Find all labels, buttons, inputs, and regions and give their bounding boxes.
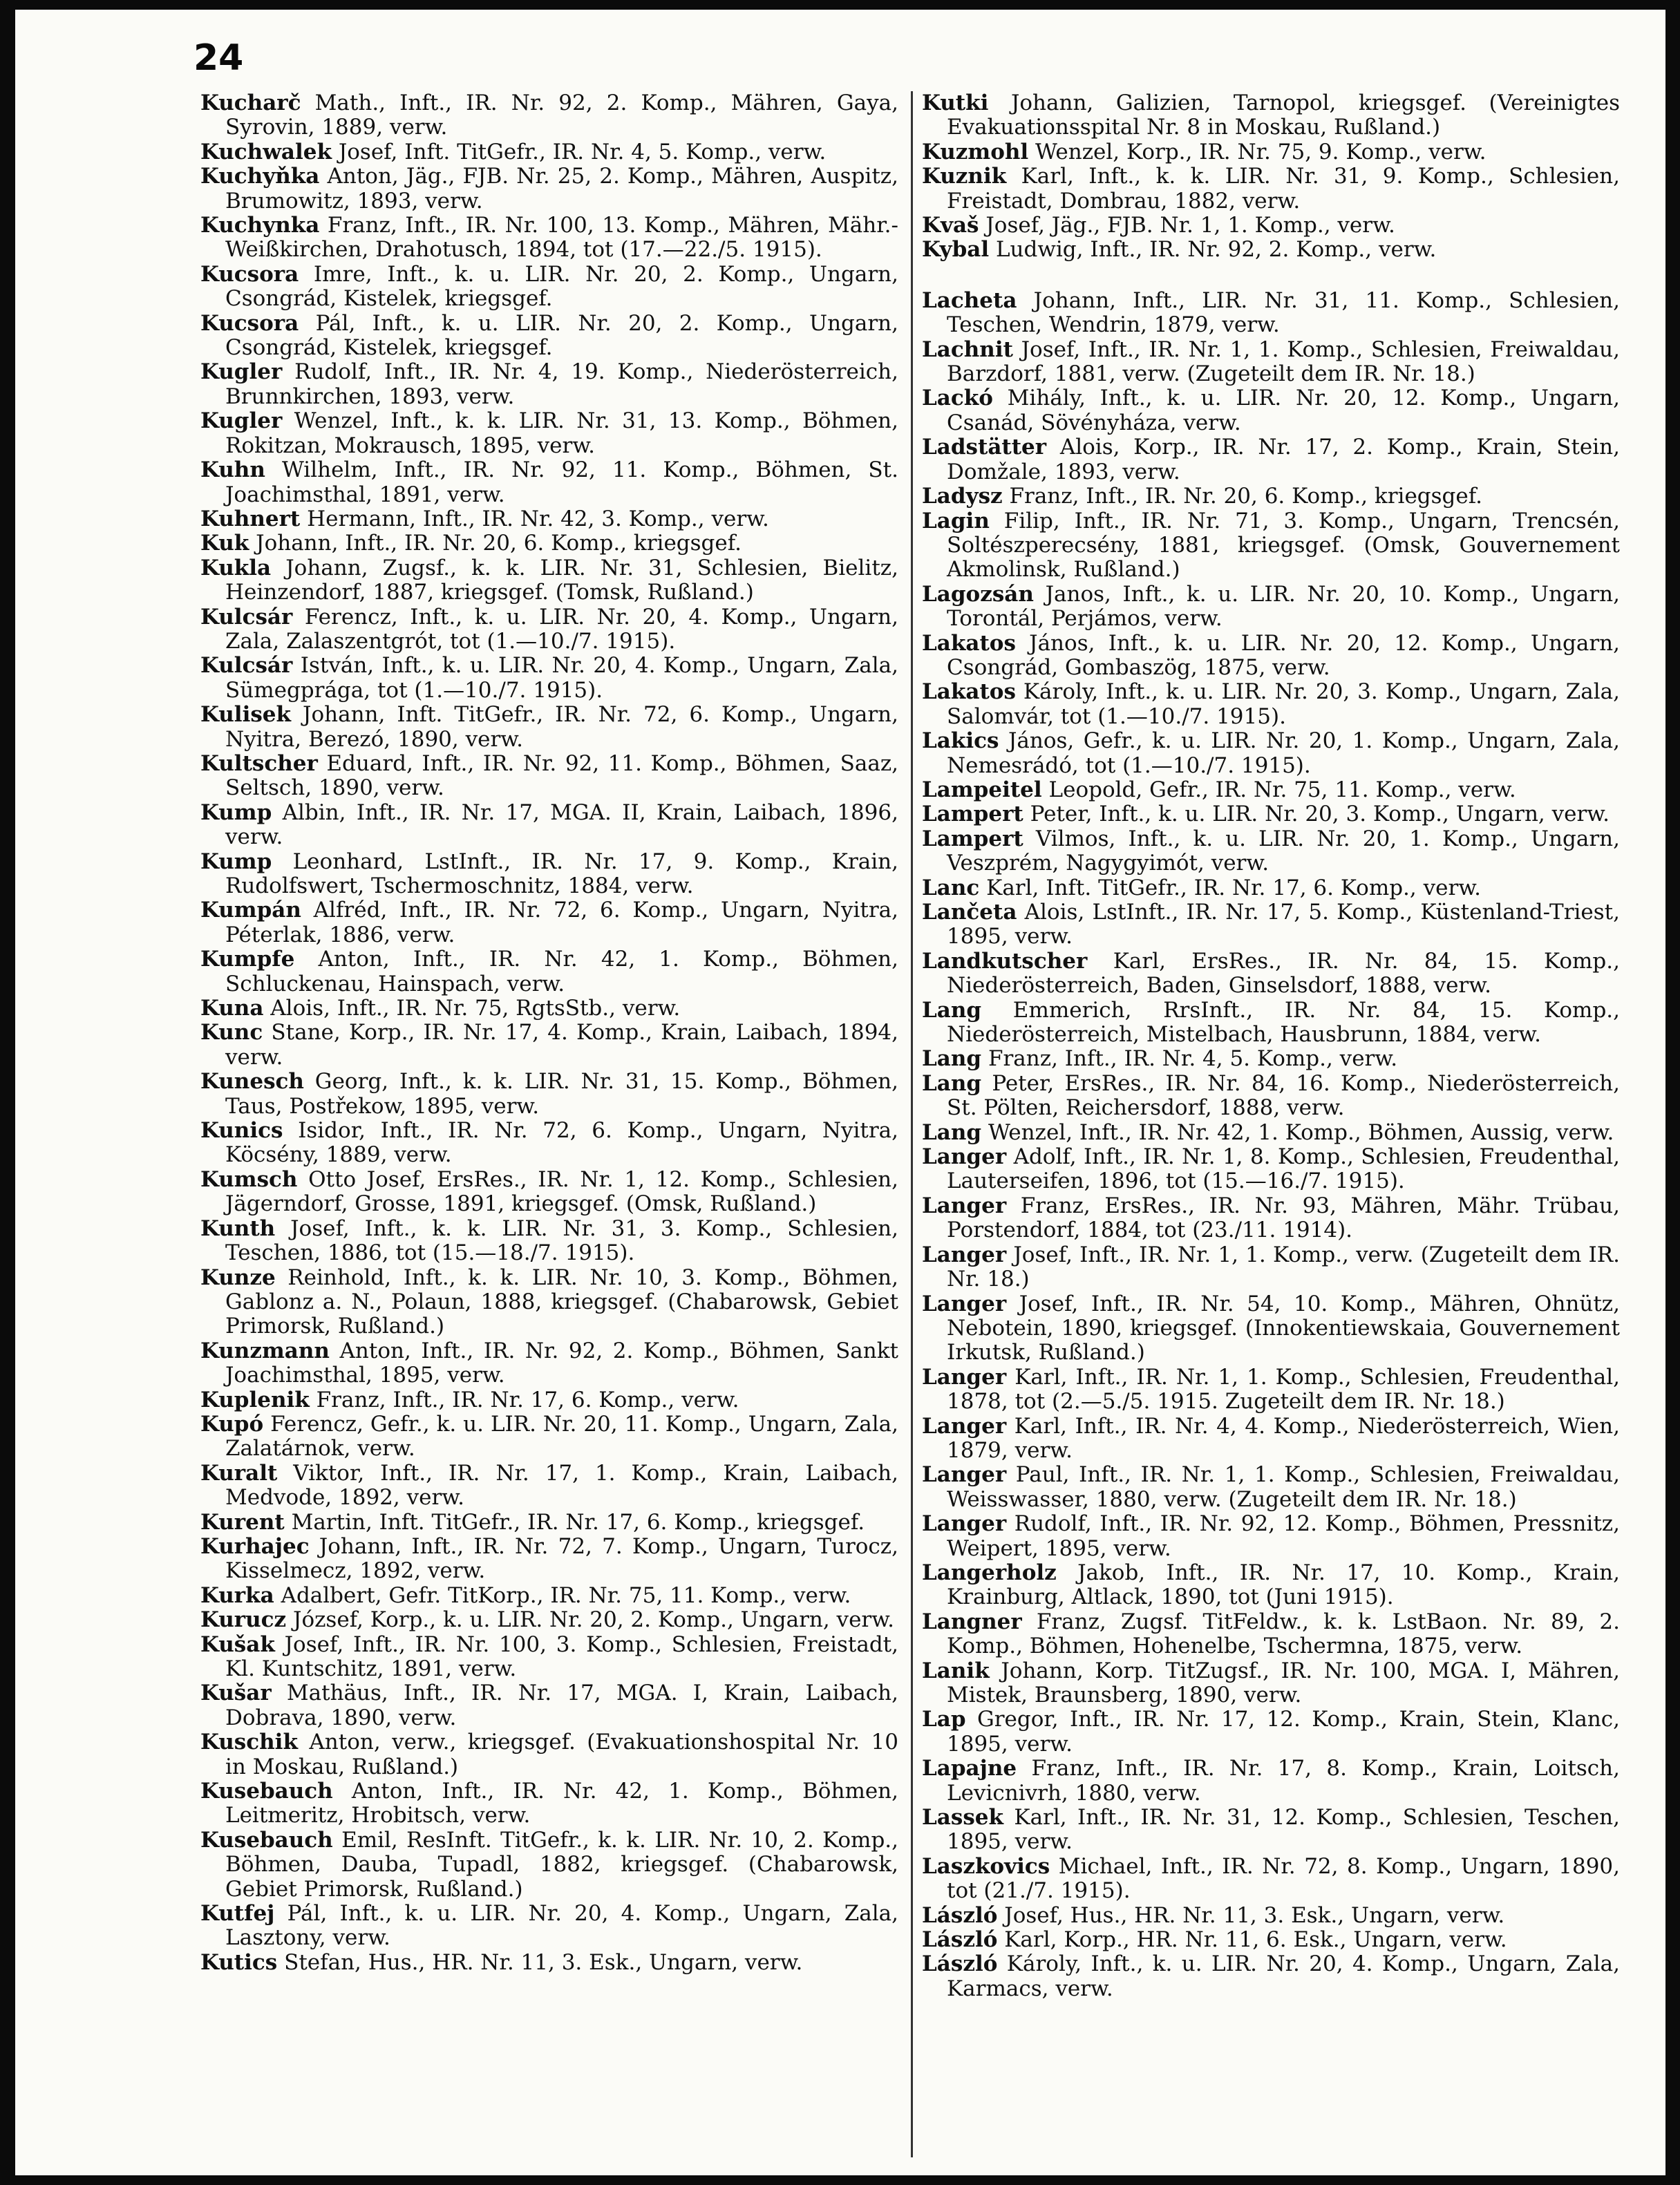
- register-entry: [200, 409, 898, 458]
- register-entry: [922, 91, 1620, 140]
- entry-details: János, Gefr., k. u. LIR. Nr. 20, 1. Komp., Ungarn, Zala, Nemesrádó, tot (1.—10./7. 1915).: [947, 728, 1620, 778]
- register-entry: [200, 1779, 898, 1828]
- entry-details: Otto Josef, ErsRes., IR. Nr. 1, 12. Komp., Schlesien, Jägerndorf, Grosse, 1891, kriegsgef. (Omsk, Rußland.): [225, 1166, 898, 1217]
- entry-details: Ferencz, Gefr., k. u. LIR. Nr. 20, 11. Komp., Ungarn, Zala, Zalatárnok, verw.: [225, 1411, 898, 1462]
- register-entry: [200, 1633, 898, 1682]
- entry-details: Jakob, Inft., IR. Nr. 17, 10. Komp., Krain, Krainburg, Altlack, 1890, tot (Juni 1915).: [947, 1560, 1620, 1610]
- entry-details: Johann, Inft., IR. Nr. 20, 6. Komp., kriegsgef.: [249, 531, 742, 556]
- entry-surname: Langer: [922, 1291, 1007, 1316]
- entry-details: Johann, Inft. TitGefr., IR. Nr. 72, 6. Komp., Ungarn, Nyitra, Berezó, 1890, verw.: [225, 702, 898, 752]
- register-entry: [922, 1806, 1620, 1855]
- register-entry: [200, 1168, 898, 1217]
- entry-surname: Kuplenik: [200, 1387, 310, 1412]
- entry-details: Johann, Galizien, Tarnopol, kriegsgef. (Vereinigtes Evakuationsspital Nr. 8 in Moskau, Rußland.): [947, 91, 1620, 140]
- entry-surname: Langer: [922, 1144, 1007, 1170]
- register-entry: [922, 778, 1620, 802]
- entry-surname: Lakatos: [922, 679, 1016, 705]
- entry-surname: Kuchyňka: [200, 164, 320, 189]
- entry-surname: Kuchwalek: [200, 139, 332, 164]
- entry-surname: Landkutscher: [922, 948, 1088, 974]
- entry-details: Wenzel, Inft., IR. Nr. 42, 1. Komp., Böhmen, Aussig, verw.: [981, 1119, 1614, 1145]
- entry-surname: Kucsora: [200, 310, 299, 336]
- register-entry: [922, 1415, 1620, 1464]
- entry-surname: Langer: [922, 1511, 1007, 1537]
- entry-surname: Kunics: [200, 1118, 283, 1144]
- entry-surname: Kultscher: [200, 750, 318, 776]
- entry-details: Emil, ResInft. TitGefr., k. k. LIR. Nr. 10, 2. Komp., Böhmen, Dauba, Tupadl, 1882, kriegsgef. (Chabarowsk, Gebiet Primorsk, Rußland.): [225, 1827, 898, 1902]
- entry-details: Janos, Inft., k. u. LIR. Nr. 20, 10. Komp., Ungarn, Torontál, Perjámos, verw.: [947, 581, 1620, 632]
- register-entry: [200, 507, 898, 531]
- entry-surname: Lampert: [922, 802, 1023, 827]
- page-number: 24: [194, 37, 244, 79]
- register-entry: [922, 1463, 1620, 1512]
- register-entry: [922, 900, 1620, 949]
- register-entry: [200, 1339, 898, 1388]
- entry-surname: Kusebauch: [200, 1827, 333, 1853]
- entry-surname: Langer: [922, 1364, 1007, 1390]
- entry-details: Eduard, Inft., IR. Nr. 92, 11. Komp., Böhmen, Saaz, Seltsch, 1890, verw.: [225, 750, 898, 801]
- register-entry: [200, 263, 898, 312]
- entry-surname: Kucsora: [200, 261, 299, 287]
- register-entry: [200, 531, 898, 556]
- register-entry: [922, 876, 1620, 900]
- entry-details: Johann, Inft., LIR. Nr. 31, 11. Komp., Schlesien, Teschen, Wendrin, 1879, verw.: [947, 287, 1620, 338]
- entry-surname: Kump: [200, 849, 272, 874]
- register-entry: [922, 484, 1620, 509]
- register-entry: [922, 289, 1620, 338]
- entry-surname: Kuralt: [200, 1460, 278, 1486]
- register-entry: [922, 238, 1620, 262]
- entry-surname: Lackó: [922, 386, 993, 411]
- entry-surname: Lang: [922, 1046, 982, 1072]
- entry-details: Anton, Inft., IR. Nr. 42, 1. Komp., Böhmen, Leitmeritz, Hrobitsch, verw.: [225, 1779, 898, 1828]
- entry-surname: Kuzmohl: [922, 139, 1029, 164]
- register-entry: [200, 214, 898, 263]
- entry-surname: Kugler: [200, 359, 283, 385]
- entry-surname: László: [922, 1951, 998, 1977]
- entry-surname: Kulisek: [200, 702, 292, 728]
- entry-surname: Kuschik: [200, 1730, 298, 1755]
- entry-details: Karl, Inft. TitGefr., IR. Nr. 17, 6. Komp., verw.: [979, 875, 1482, 900]
- entry-details: József, Korp., k. u. LIR. Nr. 20, 2. Komp., Ungarn, verw.: [286, 1607, 894, 1633]
- register-entry: [200, 801, 898, 850]
- register-entry: [922, 1952, 1620, 2001]
- entry-surname: Kumsch: [200, 1166, 298, 1192]
- entry-details: István, Inft., k. u. LIR. Nr. 20, 4. Komp., Ungarn, Zala, Sümegprága, tot (1.—10./7. 1915).: [225, 653, 898, 703]
- entry-details: Alois, Korp., IR. Nr. 17, 2. Komp., Krain, Stein, Domžale, 1893, verw.: [947, 435, 1620, 484]
- entry-details: Karl, Korp., HR. Nr. 11, 6. Esk., Ungarn, verw.: [997, 1927, 1507, 1953]
- register-entry: [922, 1904, 1620, 1928]
- entry-details: Anton, Inft., IR. Nr. 42, 1. Komp., Böhmen, Schluckenau, Hainspach, verw.: [225, 947, 898, 996]
- entry-surname: Kucharč: [200, 91, 301, 115]
- entry-surname: Kugler: [200, 408, 283, 434]
- entry-surname: Kutfej: [200, 1901, 275, 1927]
- entry-details: Josef, Inft., IR. Nr. 100, 3. Komp., Schlesien, Freistadt, Kl. Kuntschitz, 1891, verw.: [225, 1631, 898, 1681]
- entry-surname: Kuhn: [200, 457, 265, 483]
- entry-surname: Kutki: [922, 91, 989, 115]
- page: [15, 10, 1665, 2175]
- entry-details: Johann, Korp. TitZugsf., IR. Nr. 100, MGA. I, Mähren, Mistek, Braunsberg, 1890, verw.: [947, 1658, 1620, 1708]
- entry-details: Ludwig, Inft., IR. Nr. 92, 2. Komp., verw.: [989, 237, 1437, 263]
- entry-surname: Lang: [922, 997, 982, 1023]
- entry-details: Stefan, Hus., HR. Nr. 11, 3. Esk., Ungarn, verw.: [277, 1949, 803, 1975]
- register-entry: [200, 1535, 898, 1584]
- entry-details: Adolf, Inft., IR. Nr. 1, 8. Komp., Schlesien, Freudenthal, Lauterseifen, 1896, tot (15.—16./7. 1915).: [947, 1144, 1620, 1194]
- entry-details: Josef, Inft., k. k. LIR. Nr. 31, 3. Komp., Schlesien, Teschen, 1886, tot (15.—18./7. 1915).: [225, 1216, 898, 1266]
- register-entry: [200, 996, 898, 1021]
- entry-surname: Kuhnert: [200, 506, 301, 531]
- register-entry: [200, 1119, 898, 1168]
- register-entry: [922, 1121, 1620, 1145]
- register-entry: [922, 802, 1620, 826]
- register-entry: [200, 947, 898, 996]
- entry-surname: Kurhajec: [200, 1533, 310, 1559]
- register-entry: [922, 1072, 1620, 1121]
- register-entry: [200, 164, 898, 214]
- register-entry: [200, 752, 898, 801]
- entry-details: Franz, Inft., IR. Nr. 4, 5. Komp., verw.: [981, 1046, 1398, 1072]
- entry-surname: Lampert: [922, 826, 1023, 851]
- entry-surname: László: [922, 1927, 998, 1953]
- entry-surname: Kušak: [200, 1631, 275, 1657]
- entry-surname: Kulcsár: [200, 653, 293, 679]
- entry-surname: Lanik: [922, 1658, 990, 1683]
- entry-surname: Kuchynka: [200, 213, 320, 238]
- entry-details: Anton, Jäg., FJB. Nr. 25, 2. Komp., Mähren, Auspitz, Brumowitz, 1893, verw.: [225, 164, 898, 214]
- entry-details: Rudolf, Inft., IR. Nr. 92, 12. Komp., Böhmen, Pressnitz, Weipert, 1895, verw.: [947, 1511, 1620, 1561]
- entry-surname: Lagin: [922, 508, 990, 533]
- entry-surname: Langer: [922, 1193, 1007, 1218]
- entry-details: Karl, ErsRes., IR. Nr. 84, 15. Komp., Niederösterreich, Baden, Ginselsdorf, 1888, verw.: [947, 948, 1620, 999]
- entry-details: Josef, Inft. TitGefr., IR. Nr. 4, 5. Komp., verw.: [331, 139, 827, 164]
- register-entry: [200, 605, 898, 654]
- register-entry: [922, 583, 1620, 632]
- entry-details: Vilmos, Inft., k. u. LIR. Nr. 20, 1. Komp., Ungarn, Veszprém, Nagygyimót, verw.: [947, 826, 1620, 876]
- register-entry: [922, 680, 1620, 729]
- entry-surname: Ladysz: [922, 484, 1003, 509]
- entry-details: Josef, Inft., IR. Nr. 1, 1. Komp., Schlesien, Freiwaldau, Barzdorf, 1881, verw. (Zugeteilt dem IR. Nr. 18.): [947, 337, 1620, 387]
- entry-surname: Kunth: [200, 1216, 276, 1241]
- register-entry: [200, 898, 898, 947]
- entry-details: Wenzel, Inft., k. k. LIR. Nr. 31, 13. Komp., Böhmen, Rokitzan, Mokrausch, 1895, verw.: [225, 408, 898, 458]
- entry-details: Wilhelm, Inft., IR. Nr. 92, 11. Komp., Böhmen, St. Joachimsthal, 1891, verw.: [225, 457, 898, 507]
- register-entry: [200, 1266, 898, 1339]
- column-divider: [911, 91, 913, 2157]
- register-entry: [200, 1511, 898, 1535]
- register-entry: [200, 1021, 898, 1070]
- entry-details: Filip, Inft., IR. Nr. 71, 3. Komp., Ungarn, Trencsén, Soltészperecsény, 1881, kriegsgef. (Omsk, Gouvernement Akmolinsk, Rußland.): [947, 508, 1620, 583]
- entry-surname: Kurucz: [200, 1607, 287, 1633]
- entry-details: Karl, Inft., IR. Nr. 1, 1. Komp., Schlesien, Freudenthal, 1878, tot (2.—5./5. 1915. Zugeteilt dem IR. Nr. 18.): [947, 1364, 1620, 1415]
- entry-surname: Lachnit: [922, 337, 1013, 362]
- entry-details: Mihály, Inft., k. u. LIR. Nr. 20, 12. Komp., Ungarn, Csanád, Sövényháza, verw.: [947, 386, 1620, 435]
- entry-details: Johann, Inft., IR. Nr. 72, 7. Komp., Ungarn, Turocz, Kisselmecz, 1892, verw.: [225, 1533, 898, 1584]
- entry-details: Martin, Inft. TitGefr., IR. Nr. 17, 6. Komp., kriegsgef.: [284, 1509, 865, 1535]
- register-entry: [922, 1855, 1620, 1904]
- entry-details: Josef, Inft., IR. Nr. 1, 1. Komp., verw. (Zugeteilt dem IR. Nr. 18.): [947, 1242, 1620, 1292]
- register-entry: [922, 338, 1620, 387]
- entry-surname: Kusebauch: [200, 1779, 333, 1804]
- left-column: [200, 91, 898, 1975]
- entry-surname: Langerholz: [922, 1560, 1057, 1585]
- register-entry: [922, 140, 1620, 164]
- entry-details: Franz, Inft., IR. Nr. 20, 6. Komp., kriegsgef.: [1002, 484, 1482, 509]
- register-entry: [922, 1928, 1620, 1952]
- register-entry: [200, 703, 898, 752]
- entry-surname: Kurent: [200, 1509, 285, 1535]
- entry-surname: Lang: [922, 1070, 982, 1096]
- right-column: [922, 91, 1620, 2001]
- register-entry: [922, 827, 1620, 876]
- entry-surname: Lang: [922, 1119, 982, 1145]
- entry-surname: Kybal: [922, 237, 990, 263]
- entry-details: Franz, Inft., IR. Nr. 100, 13. Komp., Mähren, Mähr.-Weißkirchen, Drahotusch, 1894, tot (17.—22./5. 1915).: [225, 213, 898, 263]
- register-entry: [200, 654, 898, 703]
- register-entry: [922, 435, 1620, 484]
- register-entry: [922, 1512, 1620, 1561]
- entry-details: Anton, verw., kriegsgef. (Evakuationshospital Nr. 10 in Moskau, Rußland.): [225, 1730, 898, 1779]
- entry-surname: Lanc: [922, 875, 980, 900]
- entry-details: Johann, Zugsf., k. k. LIR. Nr. 31, Schlesien, Bielitz, Heinzendorf, 1887, kriegsgef. (Tomsk, Rußland.): [225, 555, 898, 605]
- entry-surname: Laszkovics: [922, 1853, 1050, 1879]
- entry-details: Franz, Zugsf. TitFeldw., k. k. LstBaon. Nr. 89, 2. Komp., Böhmen, Hohenelbe, Tschermna, 1875, verw.: [947, 1609, 1620, 1659]
- register-entry: [200, 1951, 898, 1975]
- entry-surname: Ladstätter: [922, 435, 1047, 460]
- entry-details: Anton, Inft., IR. Nr. 92, 2. Komp., Böhmen, Sankt Joachimsthal, 1895, verw.: [225, 1338, 898, 1388]
- entry-details: Ferencz, Inft., k. u. LIR. Nr. 20, 4. Komp., Ungarn, Zala, Zalaszentgrót, tot (1.—10./7. 1915).: [225, 604, 898, 654]
- entry-surname: Lančeta: [922, 900, 1017, 925]
- register-entry: [922, 1610, 1620, 1659]
- register-entry: [200, 556, 898, 605]
- register-entry: [200, 1608, 898, 1632]
- entry-surname: Kump: [200, 800, 272, 825]
- register-entry: [200, 1388, 898, 1412]
- register-entry: [922, 1757, 1620, 1806]
- register-entry: [922, 1194, 1620, 1243]
- entry-surname: Kuk: [200, 531, 249, 556]
- entry-details: Mathäus, Inft., IR. Nr. 17, MGA. I, Krain, Laibach, Dobrava, 1890, verw.: [225, 1681, 898, 1730]
- register-entry: [200, 1730, 898, 1779]
- entry-details: Karl, Inft., k. k. LIR. Nr. 31, 9. Komp., Schlesien, Freistadt, Dombrau, 1882, verw.: [947, 164, 1620, 214]
- entry-surname: Kvaš: [922, 213, 979, 238]
- entry-details: Albin, Inft., IR. Nr. 17, MGA. II, Krain, Laibach, 1896, verw.: [225, 800, 898, 850]
- entry-details: Karl, Inft., IR. Nr. 4, 4. Komp., Niederösterreich, Wien, 1879, verw.: [947, 1413, 1620, 1463]
- register-entry: [922, 1561, 1620, 1610]
- entry-details: Leonhard, LstInft., IR. Nr. 17, 9. Komp., Krain, Rudolfswert, Tschermoschnitz, 1884, verw.: [225, 849, 898, 898]
- entry-details: Alfréd, Inft., IR. Nr. 72, 6. Komp., Ungarn, Nyitra, Péterlak, 1886, verw.: [225, 898, 898, 947]
- register-entry: [200, 458, 898, 507]
- entry-surname: Langer: [922, 1242, 1007, 1267]
- register-entry: [922, 729, 1620, 778]
- entry-details: Michael, Inft., IR. Nr. 72, 8. Komp., Ungarn, 1890, tot (21./7. 1915).: [947, 1853, 1620, 1904]
- entry-surname: Kuznik: [922, 164, 1007, 189]
- register-entry: [922, 1243, 1620, 1292]
- entry-details: Wenzel, Korp., IR. Nr. 75, 9. Komp., verw.: [1028, 139, 1486, 164]
- entry-surname: Kunc: [200, 1020, 263, 1046]
- entry-details: Adalbert, Gefr. TitKorp., IR. Nr. 75, 11. Komp., verw.: [274, 1582, 851, 1608]
- entry-details: Josef, Hus., HR. Nr. 11, 3. Esk., Ungarn, verw.: [997, 1902, 1505, 1928]
- entry-surname: Langner: [922, 1609, 1022, 1634]
- register-entry: [200, 1412, 898, 1462]
- entry-details: Reinhold, Inft., k. k. LIR. Nr. 10, 3. Komp., Böhmen, Gablonz a. N., Polaun, 1888, kriegsgef. (Chabarowsk, Gebiet Primorsk, Rußland.): [225, 1265, 898, 1339]
- register-entry: [922, 509, 1620, 583]
- entry-details: Pál, Inft., k. u. LIR. Nr. 20, 4. Komp., Ungarn, Zala, Lasztony, verw.: [225, 1901, 898, 1951]
- entry-surname: László: [922, 1902, 998, 1928]
- entry-details: Károly, Inft., k. u. LIR. Nr. 20, 4. Komp., Ungarn, Zala, Karmacs, verw.: [947, 1951, 1620, 2001]
- entry-surname: Kumpfe: [200, 947, 295, 972]
- entry-details: Math., Inft., IR. Nr. 92, 2. Komp., Mähren, Gaya, Syrovin, 1889, verw.: [225, 91, 898, 140]
- entry-surname: Kuna: [200, 996, 264, 1021]
- entry-surname: Kurka: [200, 1582, 274, 1608]
- entry-surname: Kušar: [200, 1681, 272, 1706]
- entry-surname: Langer: [922, 1413, 1007, 1439]
- entry-details: Stane, Korp., IR. Nr. 17, 4. Komp., Krain, Laibach, 1894, verw.: [225, 1020, 898, 1070]
- entry-details: Peter, Inft., k. u. LIR. Nr. 20, 3. Komp., Ungarn, verw.: [1023, 802, 1610, 827]
- entry-details: János, Inft., k. u. LIR. Nr. 20, 12. Komp., Ungarn, Csongrád, Gombaszög, 1875, verw.: [947, 630, 1620, 680]
- entry-details: Emmerich, RrsInft., IR. Nr. 84, 15. Komp., Niederösterreich, Mistelbach, Hausbrunn, 1884, verw.: [947, 997, 1620, 1048]
- register-entry: [200, 1462, 898, 1511]
- register-entry: [922, 1292, 1620, 1365]
- entry-details: Franz, Inft., IR. Nr. 17, 8. Komp., Krain, Loitsch, Levicnivrh, 1880, verw.: [947, 1756, 1620, 1806]
- entry-surname: Kumpán: [200, 898, 301, 923]
- entry-surname: Lakics: [922, 728, 999, 754]
- register-entry: [200, 1070, 898, 1119]
- entry-details: Karl, Inft., IR. Nr. 31, 12. Komp., Schlesien, Teschen, 1895, verw.: [947, 1805, 1620, 1855]
- entry-surname: Kulcsár: [200, 604, 293, 630]
- register-entry: [922, 632, 1620, 681]
- register-entry: [200, 1828, 898, 1902]
- register-entry: [200, 140, 898, 164]
- entry-surname: Lap: [922, 1707, 966, 1732]
- register-entry: [922, 949, 1620, 999]
- entry-details: Franz, Inft., IR. Nr. 17, 6. Komp., verw.: [309, 1387, 739, 1412]
- register-entry: [200, 850, 898, 899]
- entry-surname: Lakatos: [922, 630, 1016, 656]
- entry-details: Peter, ErsRes., IR. Nr. 84, 16. Komp., Niederösterreich, St. Pölten, Reichersdorf, 1888, verw.: [947, 1070, 1620, 1121]
- entry-details: Franz, ErsRes., IR. Nr. 93, Mähren, Mähr. Trübau, Porstendorf, 1884, tot (23./11. 1914).: [947, 1193, 1620, 1243]
- entry-surname: Kunesch: [200, 1069, 304, 1095]
- entry-surname: Lagozsán: [922, 581, 1034, 607]
- entry-details: Hermann, Inft., IR. Nr. 42, 3. Komp., verw.: [300, 506, 769, 531]
- entry-surname: Kutics: [200, 1949, 278, 1975]
- entry-details: Rudolf, Inft., IR. Nr. 4, 19. Komp., Niederösterreich, Brunnkirchen, 1893, verw.: [225, 359, 898, 409]
- entry-details: Leopold, Gefr., IR. Nr. 75, 11. Komp., verw.: [1041, 777, 1516, 802]
- entry-surname: Lacheta: [922, 287, 1017, 313]
- register-entry: [200, 1584, 898, 1608]
- entry-surname: Kupó: [200, 1411, 264, 1437]
- entry-details: Josef, Inft., IR. Nr. 54, 10. Komp., Mähren, Ohnütz, Nebotein, 1890, kriegsgef. (Innokentiewskaia, Gouvernement Irkutsk, Rußland.): [947, 1291, 1620, 1365]
- entry-details: Gregor, Inft., IR. Nr. 17, 12. Komp., Krain, Stein, Klanc, 1895, verw.: [947, 1707, 1620, 1757]
- entry-surname: Kukla: [200, 555, 272, 580]
- entry-details: Paul, Inft., IR. Nr. 1, 1. Komp., Schlesien, Freiwaldau, Weisswasser, 1880, verw. (Zugeteilt dem IR. Nr. 18.): [947, 1462, 1620, 1512]
- register-entry: [922, 386, 1620, 435]
- register-entry: [922, 214, 1620, 238]
- entry-details: Károly, Inft., k. u. LIR. Nr. 20, 3. Komp., Ungarn, Zala, Salomvár, tot (1.—10./7. 1915).: [947, 679, 1620, 729]
- register-entry: [922, 1047, 1620, 1071]
- entry-surname: Lapajne: [922, 1756, 1017, 1781]
- entry-surname: Kunze: [200, 1265, 276, 1290]
- entry-details: Alois, Inft., IR. Nr. 75, RgtsStb., verw.: [263, 996, 681, 1021]
- entry-details: Imre, Inft., k. u. LIR. Nr. 20, 2. Komp., Ungarn, Csongrád, Kistelek, kriegsgef.: [225, 261, 898, 312]
- register-entry: [200, 1681, 898, 1730]
- entry-details: Josef, Jäg., FJB. Nr. 1, 1. Komp., verw.: [979, 213, 1395, 238]
- entry-details: Pál, Inft., k. u. LIR. Nr. 20, 2. Komp., Ungarn, Csongrád, Kistelek, kriegsgef.: [225, 310, 898, 361]
- register-entry: [200, 1217, 898, 1266]
- register-entry: [200, 312, 898, 361]
- entry-surname: Langer: [922, 1462, 1007, 1488]
- entry-details: Isidor, Inft., IR. Nr. 72, 6. Komp., Ungarn, Nyitra, Köcsény, 1889, verw.: [225, 1118, 898, 1168]
- entry-details: Alois, LstInft., IR. Nr. 17, 5. Komp., Küstenland-Triest, 1895, verw.: [947, 900, 1620, 949]
- register-entry: [200, 360, 898, 409]
- entry-details: Viktor, Inft., IR. Nr. 17, 1. Komp., Krain, Laibach, Medvode, 1892, verw.: [225, 1460, 898, 1511]
- register-entry: [922, 1708, 1620, 1757]
- register-entry: [922, 999, 1620, 1048]
- register-entry: [922, 1365, 1620, 1415]
- entry-surname: Kunzmann: [200, 1338, 330, 1363]
- register-entry: [922, 1145, 1620, 1194]
- register-entry: [200, 1902, 898, 1951]
- entry-details: Georg, Inft., k. k. LIR. Nr. 31, 15. Komp., Böhmen, Taus, Postřekow, 1895, verw.: [225, 1069, 898, 1119]
- entry-surname: Lampeitel: [922, 777, 1042, 802]
- register-entry: [922, 1659, 1620, 1708]
- entry-surname: Lassek: [922, 1805, 1003, 1831]
- register-entry: [200, 91, 898, 140]
- register-entry: [922, 164, 1620, 214]
